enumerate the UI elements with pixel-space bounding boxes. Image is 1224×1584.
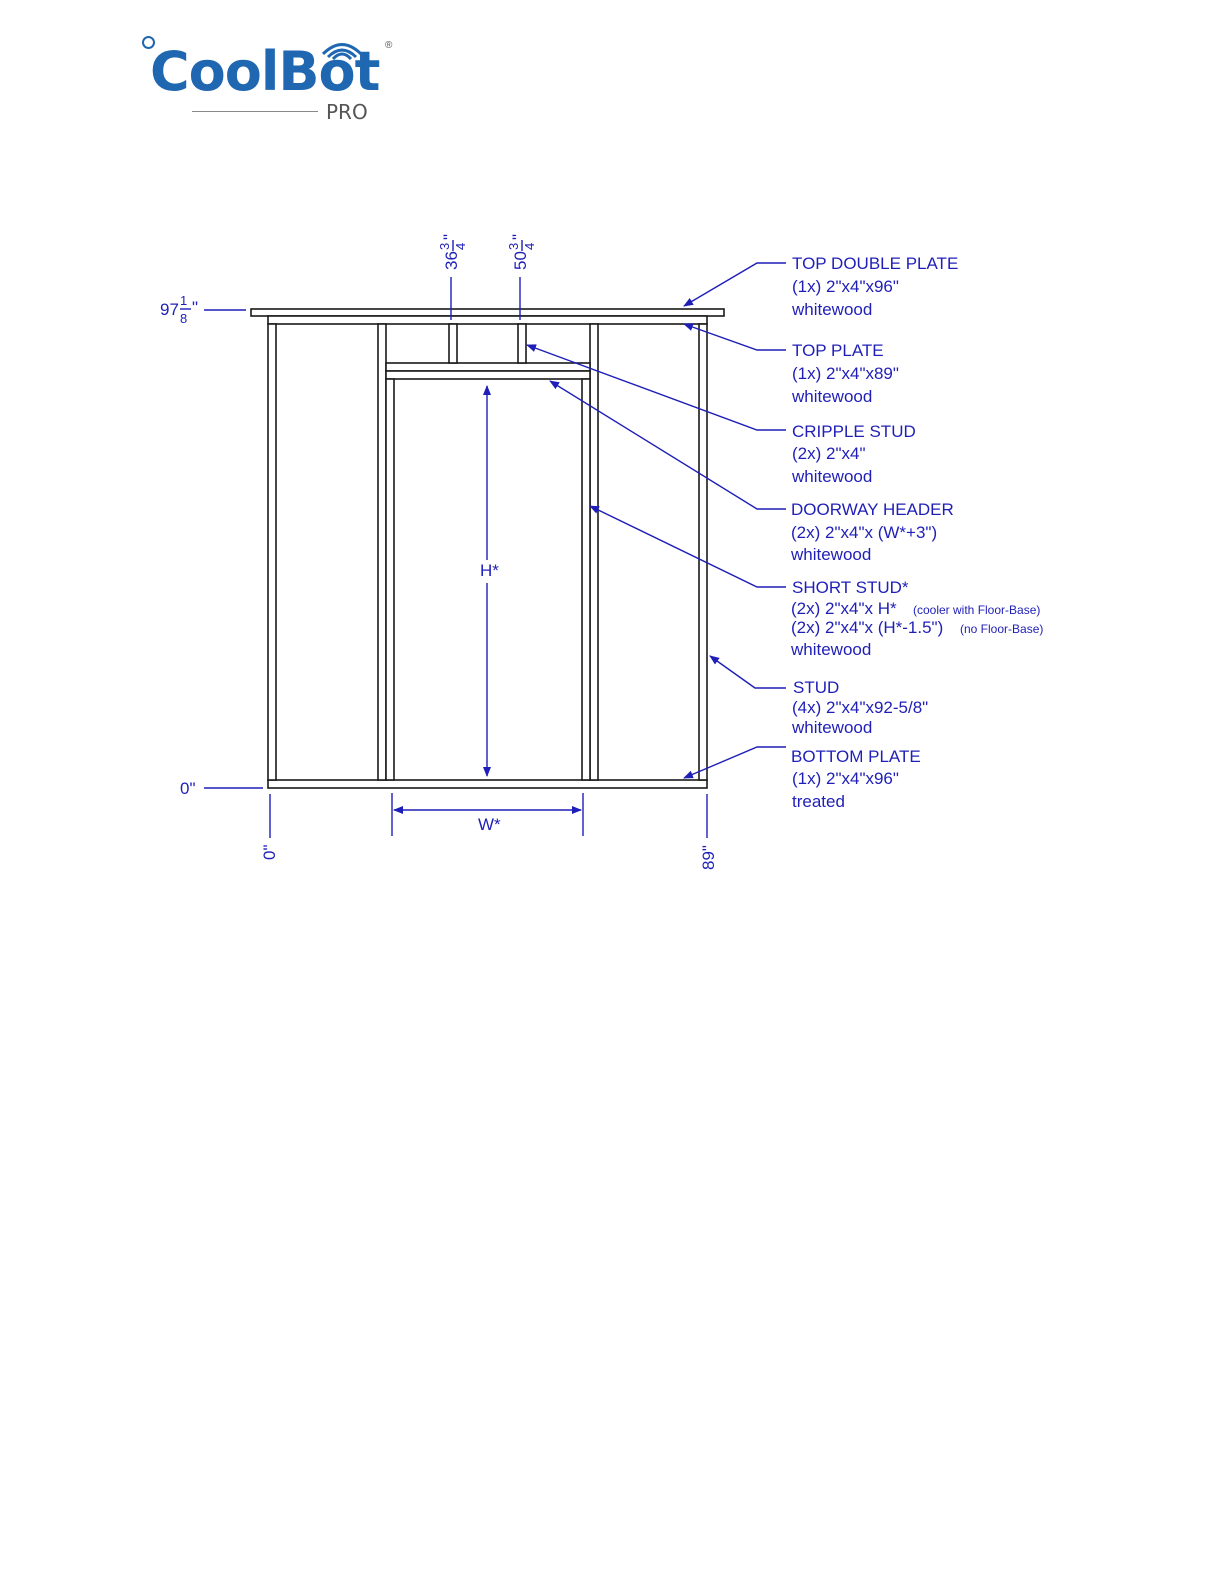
- callout-title: CRIPPLE STUD: [792, 422, 916, 441]
- dim-top-a-whole: 36: [442, 251, 461, 270]
- dim-top-b-whole: 50: [511, 251, 530, 270]
- short-stud-right: [582, 379, 590, 780]
- callout-line: (2x) 2"x4"x (H*-1.5"): [791, 618, 944, 637]
- dim-top-b-den: 4: [522, 242, 537, 250]
- leader-short-stud: [590, 506, 786, 587]
- doorway-header-upper: [386, 363, 590, 371]
- dim-bottom-left: 0": [260, 844, 279, 860]
- leader-cripple-stud: [527, 345, 786, 430]
- logo-brand-text: CoolBot: [150, 40, 380, 103]
- doorway-header-lower: [386, 371, 590, 379]
- callout-title: BOTTOM PLATE: [791, 747, 921, 766]
- leader-stud: [710, 656, 786, 688]
- cripple-stud-right: [518, 324, 526, 363]
- dim-left-bottom: 0": [180, 779, 196, 798]
- top-plate: [268, 316, 707, 324]
- callout-line: (1x) 2"x4"x96": [792, 769, 899, 788]
- dim-top-a-unit: ": [440, 233, 459, 240]
- logo-sub-text: PRO: [326, 100, 368, 124]
- callout-line: (2x) 2"x4"x H*: [791, 599, 897, 618]
- dim-bottom-right: 89": [699, 845, 718, 870]
- callout-title: SHORT STUD*: [792, 578, 909, 597]
- callout-top-double-plate: [791, 254, 958, 319]
- callout-title: STUD: [793, 678, 840, 697]
- callout-line: (4x) 2"x4"x92-5/8": [792, 698, 929, 717]
- bottom-plate: [268, 780, 707, 788]
- callout-cripple-stud: [791, 422, 916, 486]
- callout-top-plate: [791, 341, 899, 406]
- dim-left-top-den: 8: [180, 311, 188, 326]
- callout-doorway-header: [790, 500, 954, 564]
- callout-line: whitewood: [791, 545, 872, 564]
- stud-right-outer: [699, 324, 707, 780]
- callout-line: whitewood: [792, 300, 873, 319]
- dim-top-a-den: 4: [453, 242, 468, 250]
- callout-line: whitewood: [791, 640, 872, 659]
- stud-left-outer: [268, 324, 276, 780]
- callout-line: whitewood: [792, 467, 873, 486]
- dim-top-a-num: 3: [437, 242, 452, 250]
- callout-title: TOP DOUBLE PLATE: [792, 254, 959, 273]
- dim-left-top-unit: ": [192, 298, 199, 317]
- callout-short-stud: [790, 578, 1043, 659]
- registered-mark: ®: [385, 40, 393, 51]
- callout-line: (2x) 2"x4": [792, 444, 866, 463]
- callout-line: (1x) 2"x4"x96": [792, 277, 899, 296]
- stud-left-door: [378, 324, 386, 780]
- dim-width-label: W*: [478, 815, 501, 834]
- callout-line: treated: [792, 792, 845, 811]
- cripple-stud-left: [449, 324, 457, 363]
- callout-title: TOP PLATE: [792, 341, 884, 360]
- callout-note: (cooler with Floor-Base): [913, 603, 1041, 617]
- callout-line: (2x) 2"x4"x (W*+3"): [791, 523, 938, 542]
- top-double-plate: [251, 309, 724, 316]
- callout-title: DOORWAY HEADER: [791, 500, 954, 519]
- dim-top-b-num: 3: [506, 242, 521, 250]
- dim-top-a: [437, 234, 468, 270]
- leader-top-double-plate: [684, 263, 786, 306]
- callout-line: whitewood: [792, 718, 873, 737]
- short-stud-left: [386, 379, 394, 780]
- stud-right-door: [590, 324, 598, 780]
- dim-top-b-unit: ": [509, 233, 528, 240]
- dim-height-label: H*: [480, 561, 499, 580]
- callout-line: (1x) 2"x4"x89": [792, 364, 899, 383]
- callout-stud: [791, 678, 928, 737]
- callout-line: whitewood: [792, 387, 873, 406]
- dim-top-b: [506, 234, 537, 270]
- callout-bottom-plate: [791, 747, 921, 811]
- dim-left-top-whole: 97: [160, 300, 179, 319]
- callout-note: (no Floor-Base): [960, 622, 1044, 636]
- dim-left-top-num: 1: [180, 293, 188, 308]
